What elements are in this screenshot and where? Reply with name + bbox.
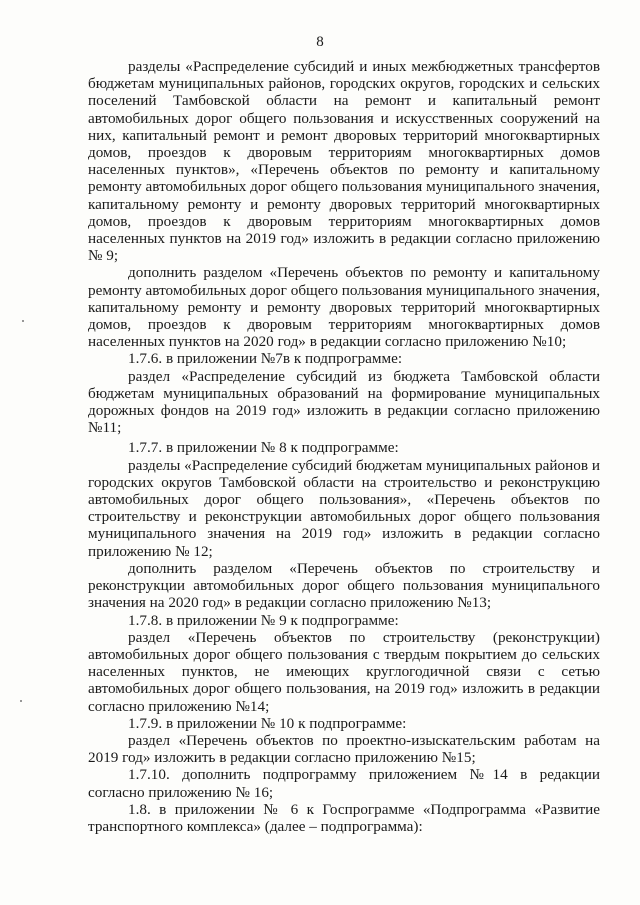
paragraph: 1.7.6. в приложении №7в к подпрограмме: <box>128 350 403 368</box>
scan-speck <box>20 700 22 702</box>
paragraph: дополнить разделом «Перечень объектов по ремонту и капитальному ремонту автомобильных дорог общего пользования муниципального значения, капитальному ремонту и ремонту дворовых территорий многоквартирных домов, проездов к дворовым территориям многоквартирных домов населенных пунктов на 2020 год» в редакции согласно приложению №10; <box>88 264 600 351</box>
paragraph: 1.7.9. в приложении № 10 к подпрограмме: <box>128 714 407 732</box>
paragraph: 1.8. в приложении № 6 к Госпрограмме «Подпрограмма «Развитие транспортного комплекса» (далее – подпрограмма): <box>88 800 600 835</box>
scan-speck <box>22 320 24 322</box>
paragraph: раздел «Перечень объектов по строительству (реконструкции) автомобильных дорог общего пользования с твердым покрытием до сельских населенных пунктов, не имеющих круглогодичной связи с сетью автомобильных дорог общего пользования, на 2019 год» изложить в редакции согласно приложению №14; <box>88 628 600 715</box>
document-body <box>88 58 600 835</box>
page-number: 8 <box>316 34 324 50</box>
paragraph: разделы «Распределение субсидий бюджетам муниципальных районов и городских округов Тамбовской области на строительство и реконструкцию автомобильных дорог общего пользования», «Перечень объектов по строительству и реконструкции автомобильных дорог общего пользования муниципального значения на 2019 год» изложить в редакции согласно приложению № 12; <box>88 456 600 560</box>
paragraph: 1.7.8. в приложении № 9 к подпрограмме: <box>128 611 399 629</box>
paragraph: дополнить разделом «Перечень объектов по строительству и реконструкции автомобильных дорог общего пользования муниципального значения на 2020 год» в редакции согласно приложению №13; <box>88 559 600 612</box>
paragraph: 1.7.7. в приложении № 8 к подпрограмме: <box>128 439 399 457</box>
paragraph: разделы «Распределение субсидий и иных межбюджетных трансфертов бюджетам муниципальных районов, городских округов, городских и сельских поселений Тамбовской области на ремонт и капитальный ремонт автомобильных дорог общего пользования и искусственных сооружений на них, капитальный ремонт и ремонт дворовых территорий многоквартирных домов, проездов к дворовым территориям многоквартирных домов населенных пунктов», «Перечень объектов по ремонту и капитальному ремонту автомобильных дорог общего пользования муниципального значения, капитальному ремонту и ремонту дворовых территорий многоквартирных домов, проездов к дворовым территориям многоквартирных домов населенных пунктов на 2019 год» изложить в редакции согласно приложению № 9; <box>88 58 600 265</box>
paragraph: 1.7.10. дополнить подпрограмму приложением №14 в редакции согласно приложению № 16; <box>88 766 600 801</box>
paragraph: раздел «Перечень объектов по проектно-изыскательским работам на 2019 год» изложить в редакции согласно приложению №15; <box>88 731 600 767</box>
paragraph: раздел «Распределение субсидий из бюджета Тамбовской области бюджетам муниципальных образований на формирование муниципальных дорожных фондов на 2019 год» изложить в редакции согласно приложению №11; <box>88 367 600 437</box>
